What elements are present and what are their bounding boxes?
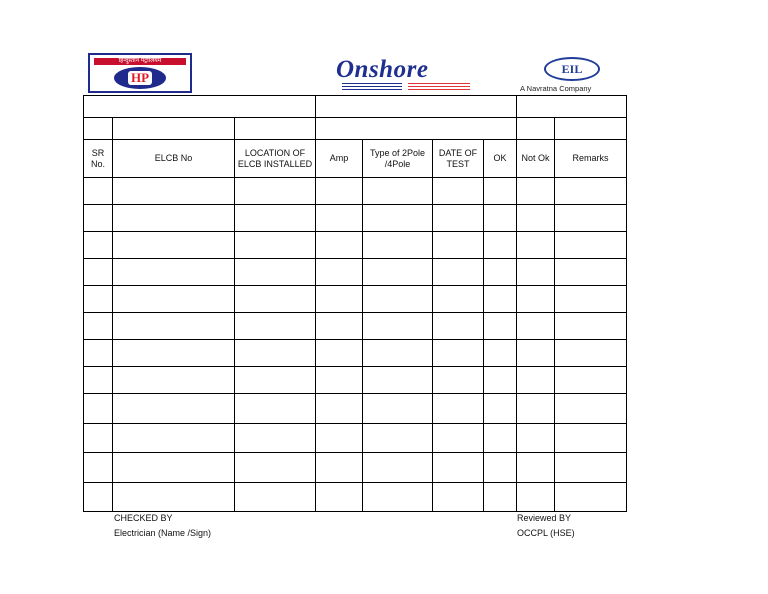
table-col-line-type-date [432, 139, 433, 512]
table-line-header-bottom [83, 177, 627, 178]
header-location: LOCATION OF ELCB INSTALLED [237, 147, 313, 169]
table-row-line [83, 285, 627, 286]
table-row-line [83, 312, 627, 313]
table-row-line [83, 452, 627, 453]
header-amp: Amp [329, 153, 349, 163]
header-type: Type of 2Pole /4Pole [369, 147, 426, 169]
table-border-top [83, 95, 627, 96]
header-remarks: Remarks [572, 153, 609, 163]
reviewed-by-label: Reviewed BY [517, 513, 572, 523]
header-sr-no: SR No. [90, 147, 105, 169]
table-row-line [83, 231, 627, 232]
table-col-line-amp-type [362, 139, 363, 512]
hp-logo-mark: HP [128, 71, 152, 85]
header-elcb-no: ELCB No [154, 153, 193, 163]
checked-by-label: CHECKED BY [114, 513, 173, 523]
table-border-right [626, 95, 627, 512]
hp-logo-band: हिन्दुस्तान पेट्रोलियम [94, 58, 186, 65]
table-row-line [83, 423, 627, 424]
eil-tagline: A Navratna Company [520, 84, 592, 93]
header-date-of-test: DATE OF TEST [438, 147, 478, 169]
table-col-line-date-ok [483, 139, 484, 512]
table-row-line [83, 258, 627, 259]
occpl-hse-label: OCCPL (HSE) [517, 528, 575, 538]
header-not-ok: Not Ok [521, 153, 550, 163]
eil-logo-mark: EIL [561, 62, 583, 76]
table-row-line [83, 204, 627, 205]
onshore-logo-text: Onshore [336, 56, 429, 83]
table-row-line [83, 482, 627, 483]
table-line-row1 [83, 117, 627, 118]
table-row-line [83, 339, 627, 340]
table-border-bottom [83, 511, 627, 512]
table-row-line [83, 393, 627, 394]
electrician-sign-label: Electrician (Name /Sign) [114, 528, 212, 538]
header-ok: OK [493, 153, 507, 163]
table-row-line [83, 366, 627, 367]
